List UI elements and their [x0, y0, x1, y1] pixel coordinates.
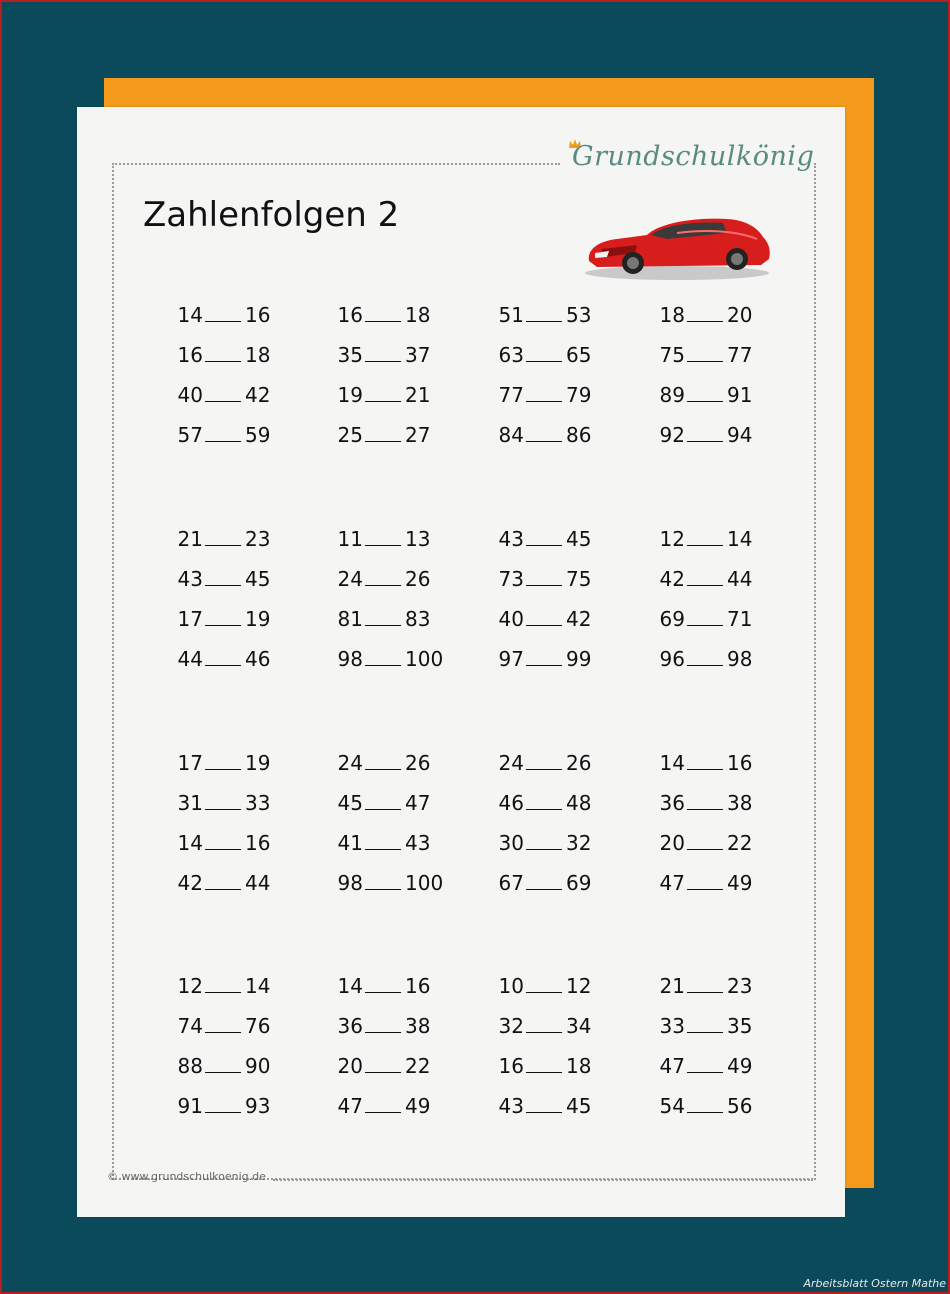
sequence-end-number: 12: [566, 974, 592, 998]
sequence-end-number: 49: [727, 871, 753, 895]
sequence-end-number: 23: [245, 527, 271, 551]
sequence-end-number: 19: [245, 751, 271, 775]
answer-blank[interactable]: [205, 992, 241, 993]
sequence-start-number: 31: [177, 791, 203, 815]
sequence-end-number: 65: [566, 343, 592, 367]
sequence-item: [333, 974, 463, 1000]
sequence-start-number: 16: [337, 303, 363, 327]
sequence-item: [655, 527, 785, 553]
sequence-end-number: 38: [405, 1014, 431, 1038]
answer-blank[interactable]: [205, 545, 241, 546]
sequence-start-number: 73: [498, 567, 524, 591]
sequence-end-number: 45: [566, 1094, 592, 1118]
sequence-end-number: 22: [727, 831, 753, 855]
answer-blank[interactable]: [687, 625, 723, 626]
answer-blank[interactable]: [526, 545, 562, 546]
sequence-start-number: 45: [337, 791, 363, 815]
sequence-item: [494, 607, 624, 633]
sequence-start-number: 18: [659, 303, 685, 327]
answer-blank[interactable]: [687, 849, 723, 850]
sequence-item: [494, 974, 624, 1000]
sequence-end-number: 45: [245, 567, 271, 591]
sequence-item: [655, 1054, 785, 1080]
sequence-item: [173, 647, 303, 673]
sequence-end-number: 44: [727, 567, 753, 591]
sequence-item: [333, 1094, 463, 1120]
answer-blank[interactable]: [365, 665, 401, 666]
sequence-start-number: 14: [659, 751, 685, 775]
sequence-item: [494, 647, 624, 673]
sequence-start-number: 92: [659, 423, 685, 447]
answer-blank[interactable]: [687, 361, 723, 362]
sequence-item: [333, 1014, 463, 1040]
answer-blank[interactable]: [365, 625, 401, 626]
sequence-start-number: 47: [337, 1094, 363, 1118]
sequence-start-number: 36: [337, 1014, 363, 1038]
answer-blank[interactable]: [526, 585, 562, 586]
answer-blank[interactable]: [526, 769, 562, 770]
sequence-item: [173, 1094, 303, 1120]
answer-blank[interactable]: [526, 809, 562, 810]
answer-blank[interactable]: [205, 809, 241, 810]
sequence-item: [494, 303, 624, 329]
sequence-start-number: 63: [498, 343, 524, 367]
sequence-end-number: 21: [405, 383, 431, 407]
answer-blank[interactable]: [365, 1112, 401, 1113]
sequence-start-number: 24: [337, 751, 363, 775]
sequence-end-number: 46: [245, 647, 271, 671]
sequence-end-number: 18: [405, 303, 431, 327]
sequence-end-number: 59: [245, 423, 271, 447]
answer-blank[interactable]: [205, 321, 241, 322]
answer-blank[interactable]: [687, 545, 723, 546]
sequence-end-number: 38: [727, 791, 753, 815]
sequence-item: [173, 791, 303, 817]
answer-blank[interactable]: [526, 361, 562, 362]
sequence-start-number: 17: [177, 751, 203, 775]
sequence-start-number: 24: [498, 751, 524, 775]
sequence-item: [333, 791, 463, 817]
sequence-end-number: 35: [727, 1014, 753, 1038]
brand-logo: Grundschulkönig: [572, 141, 815, 172]
sequence-start-number: 89: [659, 383, 685, 407]
sequence-start-number: 32: [498, 1014, 524, 1038]
sequence-end-number: 16: [245, 303, 271, 327]
watermark: Arbeitsblatt Ostern Mathe: [803, 1277, 946, 1290]
sequence-end-number: 18: [245, 343, 271, 367]
sequence-item: [494, 1054, 624, 1080]
sequence-start-number: 24: [337, 567, 363, 591]
sequence-item: [173, 974, 303, 1000]
sequence-item: [655, 607, 785, 633]
answer-blank[interactable]: [365, 809, 401, 810]
sequence-end-number: 34: [566, 1014, 592, 1038]
sequence-item: [494, 871, 624, 897]
answer-blank[interactable]: [365, 769, 401, 770]
sequence-end-number: 56: [727, 1094, 753, 1118]
sequence-end-number: 26: [405, 751, 431, 775]
sequence-item: [655, 383, 785, 409]
sequence-end-number: 76: [245, 1014, 271, 1038]
sequence-item: [333, 647, 463, 673]
sequence-start-number: 12: [177, 974, 203, 998]
answer-blank[interactable]: [526, 665, 562, 666]
sequence-item: [494, 527, 624, 553]
sequence-item: [173, 1054, 303, 1080]
answer-blank[interactable]: [526, 401, 562, 402]
sequence-item: [173, 831, 303, 857]
sequence-start-number: 84: [498, 423, 524, 447]
sequence-start-number: 54: [659, 1094, 685, 1118]
sequence-end-number: 100: [405, 871, 444, 895]
sequence-item: [173, 567, 303, 593]
answer-blank[interactable]: [687, 321, 723, 322]
answer-blank[interactable]: [365, 441, 401, 442]
sequence-start-number: 10: [498, 974, 524, 998]
sequence-item: [333, 871, 463, 897]
sequence-item: [173, 607, 303, 633]
sequence-start-number: 21: [177, 527, 203, 551]
sequence-item: [494, 343, 624, 369]
sequence-end-number: 45: [566, 527, 592, 551]
answer-blank[interactable]: [687, 401, 723, 402]
sequence-start-number: 25: [337, 423, 363, 447]
sequence-end-number: 75: [566, 567, 592, 591]
sequence-start-number: 35: [337, 343, 363, 367]
sequence-end-number: 86: [566, 423, 592, 447]
answer-blank[interactable]: [205, 361, 241, 362]
answer-blank[interactable]: [205, 625, 241, 626]
sequence-item: [494, 751, 624, 777]
sequence-item: [173, 527, 303, 553]
sequence-start-number: 40: [498, 607, 524, 631]
sequence-start-number: 44: [177, 647, 203, 671]
sequence-start-number: 11: [337, 527, 363, 551]
sequence-end-number: 49: [727, 1054, 753, 1078]
answer-blank[interactable]: [687, 992, 723, 993]
sequence-start-number: 74: [177, 1014, 203, 1038]
sequence-item: [173, 343, 303, 369]
answer-blank[interactable]: [365, 1032, 401, 1033]
sequence-item: [655, 1014, 785, 1040]
sequence-end-number: 16: [405, 974, 431, 998]
sequence-start-number: 98: [337, 647, 363, 671]
sequence-item: [333, 567, 463, 593]
sequence-item: [494, 567, 624, 593]
sequence-start-number: 43: [498, 1094, 524, 1118]
sequence-item: [655, 751, 785, 777]
sequence-item: [333, 423, 463, 449]
sequence-end-number: 16: [245, 831, 271, 855]
sequence-start-number: 51: [498, 303, 524, 327]
sequence-start-number: 81: [337, 607, 363, 631]
sequence-start-number: 96: [659, 647, 685, 671]
sequence-end-number: 13: [405, 527, 431, 551]
sequence-item: [655, 871, 785, 897]
answer-blank[interactable]: [365, 585, 401, 586]
sequence-end-number: 26: [405, 567, 431, 591]
answer-blank[interactable]: [365, 889, 401, 890]
sequence-end-number: 43: [405, 831, 431, 855]
sequence-end-number: 93: [245, 1094, 271, 1118]
sequence-end-number: 53: [566, 303, 592, 327]
sequence-end-number: 22: [405, 1054, 431, 1078]
sequence-start-number: 16: [498, 1054, 524, 1078]
worksheet-page: [77, 107, 845, 1217]
answer-blank[interactable]: [526, 441, 562, 442]
sequence-end-number: 18: [566, 1054, 592, 1078]
answer-blank[interactable]: [526, 321, 562, 322]
sequence-start-number: 33: [659, 1014, 685, 1038]
sequence-end-number: 91: [727, 383, 753, 407]
sequence-item: [173, 871, 303, 897]
answer-blank[interactable]: [526, 889, 562, 890]
sequence-start-number: 98: [337, 871, 363, 895]
number-sequence-grid: [77, 107, 845, 1217]
sequence-end-number: 44: [245, 871, 271, 895]
sequence-item: [333, 303, 463, 329]
sequence-end-number: 14: [245, 974, 271, 998]
sequence-end-number: 33: [245, 791, 271, 815]
answer-blank[interactable]: [365, 361, 401, 362]
sequence-item: [333, 527, 463, 553]
answer-blank[interactable]: [526, 1072, 562, 1073]
sequence-start-number: 41: [337, 831, 363, 855]
sequence-item: [655, 423, 785, 449]
sequence-item: [173, 751, 303, 777]
sequence-end-number: 16: [727, 751, 753, 775]
answer-blank[interactable]: [205, 889, 241, 890]
page-title: Zahlenfolgen 2: [143, 195, 400, 235]
sequence-item: [494, 831, 624, 857]
answer-blank[interactable]: [687, 1072, 723, 1073]
sequence-item: [655, 831, 785, 857]
sequence-item: [655, 647, 785, 673]
sequence-item: [655, 974, 785, 1000]
sequence-end-number: 79: [566, 383, 592, 407]
sequence-start-number: 88: [177, 1054, 203, 1078]
sequence-end-number: 71: [727, 607, 753, 631]
answer-blank[interactable]: [205, 769, 241, 770]
answer-blank[interactable]: [526, 1032, 562, 1033]
sequence-item: [333, 607, 463, 633]
sequence-start-number: 69: [659, 607, 685, 631]
sequence-start-number: 16: [177, 343, 203, 367]
answer-blank[interactable]: [365, 849, 401, 850]
answer-blank[interactable]: [687, 441, 723, 442]
sequence-start-number: 19: [337, 383, 363, 407]
answer-blank[interactable]: [687, 889, 723, 890]
answer-blank[interactable]: [205, 1112, 241, 1113]
sequence-start-number: 30: [498, 831, 524, 855]
sequence-start-number: 67: [498, 871, 524, 895]
answer-blank[interactable]: [687, 769, 723, 770]
answer-blank[interactable]: [365, 321, 401, 322]
answer-blank[interactable]: [687, 665, 723, 666]
sequence-start-number: 12: [659, 527, 685, 551]
sequence-start-number: 97: [498, 647, 524, 671]
sequence-end-number: 99: [566, 647, 592, 671]
sequence-start-number: 46: [498, 791, 524, 815]
sequence-start-number: 14: [337, 974, 363, 998]
sequence-start-number: 43: [177, 567, 203, 591]
sequence-start-number: 42: [659, 567, 685, 591]
sequence-item: [173, 1014, 303, 1040]
answer-blank[interactable]: [526, 849, 562, 850]
answer-blank[interactable]: [365, 401, 401, 402]
answer-blank[interactable]: [205, 401, 241, 402]
sequence-start-number: 36: [659, 791, 685, 815]
sequence-item: [494, 383, 624, 409]
sequence-end-number: 90: [245, 1054, 271, 1078]
sequence-end-number: 83: [405, 607, 431, 631]
sequence-start-number: 77: [498, 383, 524, 407]
sequence-item: [655, 343, 785, 369]
sequence-start-number: 91: [177, 1094, 203, 1118]
sequence-item: [655, 1094, 785, 1120]
sequence-end-number: 100: [405, 647, 444, 671]
sequence-item: [333, 343, 463, 369]
sequence-item: [333, 751, 463, 777]
sequence-start-number: 20: [337, 1054, 363, 1078]
answer-blank[interactable]: [365, 545, 401, 546]
sequence-start-number: 47: [659, 1054, 685, 1078]
sequence-start-number: 42: [177, 871, 203, 895]
sequence-end-number: 20: [727, 303, 753, 327]
sequence-end-number: 69: [566, 871, 592, 895]
sequence-end-number: 98: [727, 647, 753, 671]
sequence-end-number: 14: [727, 527, 753, 551]
answer-blank[interactable]: [205, 665, 241, 666]
sequence-start-number: 57: [177, 423, 203, 447]
sequence-start-number: 14: [177, 303, 203, 327]
sequence-item: [494, 1014, 624, 1040]
sequence-item: [655, 791, 785, 817]
sequence-start-number: 14: [177, 831, 203, 855]
sequence-end-number: 37: [405, 343, 431, 367]
sequence-end-number: 32: [566, 831, 592, 855]
sequence-end-number: 42: [566, 607, 592, 631]
sequence-end-number: 26: [566, 751, 592, 775]
answer-blank[interactable]: [526, 992, 562, 993]
sequence-end-number: 49: [405, 1094, 431, 1118]
answer-blank[interactable]: [687, 809, 723, 810]
sequence-item: [333, 1054, 463, 1080]
answer-blank[interactable]: [205, 849, 241, 850]
answer-blank[interactable]: [205, 585, 241, 586]
sequence-start-number: 43: [498, 527, 524, 551]
sequence-start-number: 21: [659, 974, 685, 998]
answer-blank[interactable]: [526, 1112, 562, 1113]
sequence-item: [655, 567, 785, 593]
sequence-item: [655, 303, 785, 329]
sequence-item: [173, 303, 303, 329]
sequence-end-number: 94: [727, 423, 753, 447]
footer-url: © www.grundschulkoenig.de: [107, 1170, 266, 1183]
sequence-start-number: 40: [177, 383, 203, 407]
sequence-item: [494, 791, 624, 817]
sequence-end-number: 77: [727, 343, 753, 367]
sequence-end-number: 23: [727, 974, 753, 998]
sequence-item: [173, 383, 303, 409]
sequence-start-number: 47: [659, 871, 685, 895]
answer-blank[interactable]: [365, 1072, 401, 1073]
answer-blank[interactable]: [205, 1072, 241, 1073]
sequence-item: [494, 1094, 624, 1120]
sequence-item: [333, 383, 463, 409]
answer-blank[interactable]: [526, 625, 562, 626]
sequence-end-number: 42: [245, 383, 271, 407]
footer-dotted-line: [273, 1179, 813, 1181]
answer-blank[interactable]: [365, 992, 401, 993]
sequence-start-number: 20: [659, 831, 685, 855]
answer-blank[interactable]: [687, 1032, 723, 1033]
sequence-start-number: 75: [659, 343, 685, 367]
sequence-start-number: 17: [177, 607, 203, 631]
answer-blank[interactable]: [205, 1032, 241, 1033]
answer-blank[interactable]: [687, 1112, 723, 1113]
answer-blank[interactable]: [687, 585, 723, 586]
sequence-end-number: 48: [566, 791, 592, 815]
sequence-end-number: 19: [245, 607, 271, 631]
sequence-item: [333, 831, 463, 857]
sequence-item: [173, 423, 303, 449]
sequence-end-number: 27: [405, 423, 431, 447]
answer-blank[interactable]: [205, 441, 241, 442]
sequence-item: [494, 423, 624, 449]
sequence-end-number: 47: [405, 791, 431, 815]
